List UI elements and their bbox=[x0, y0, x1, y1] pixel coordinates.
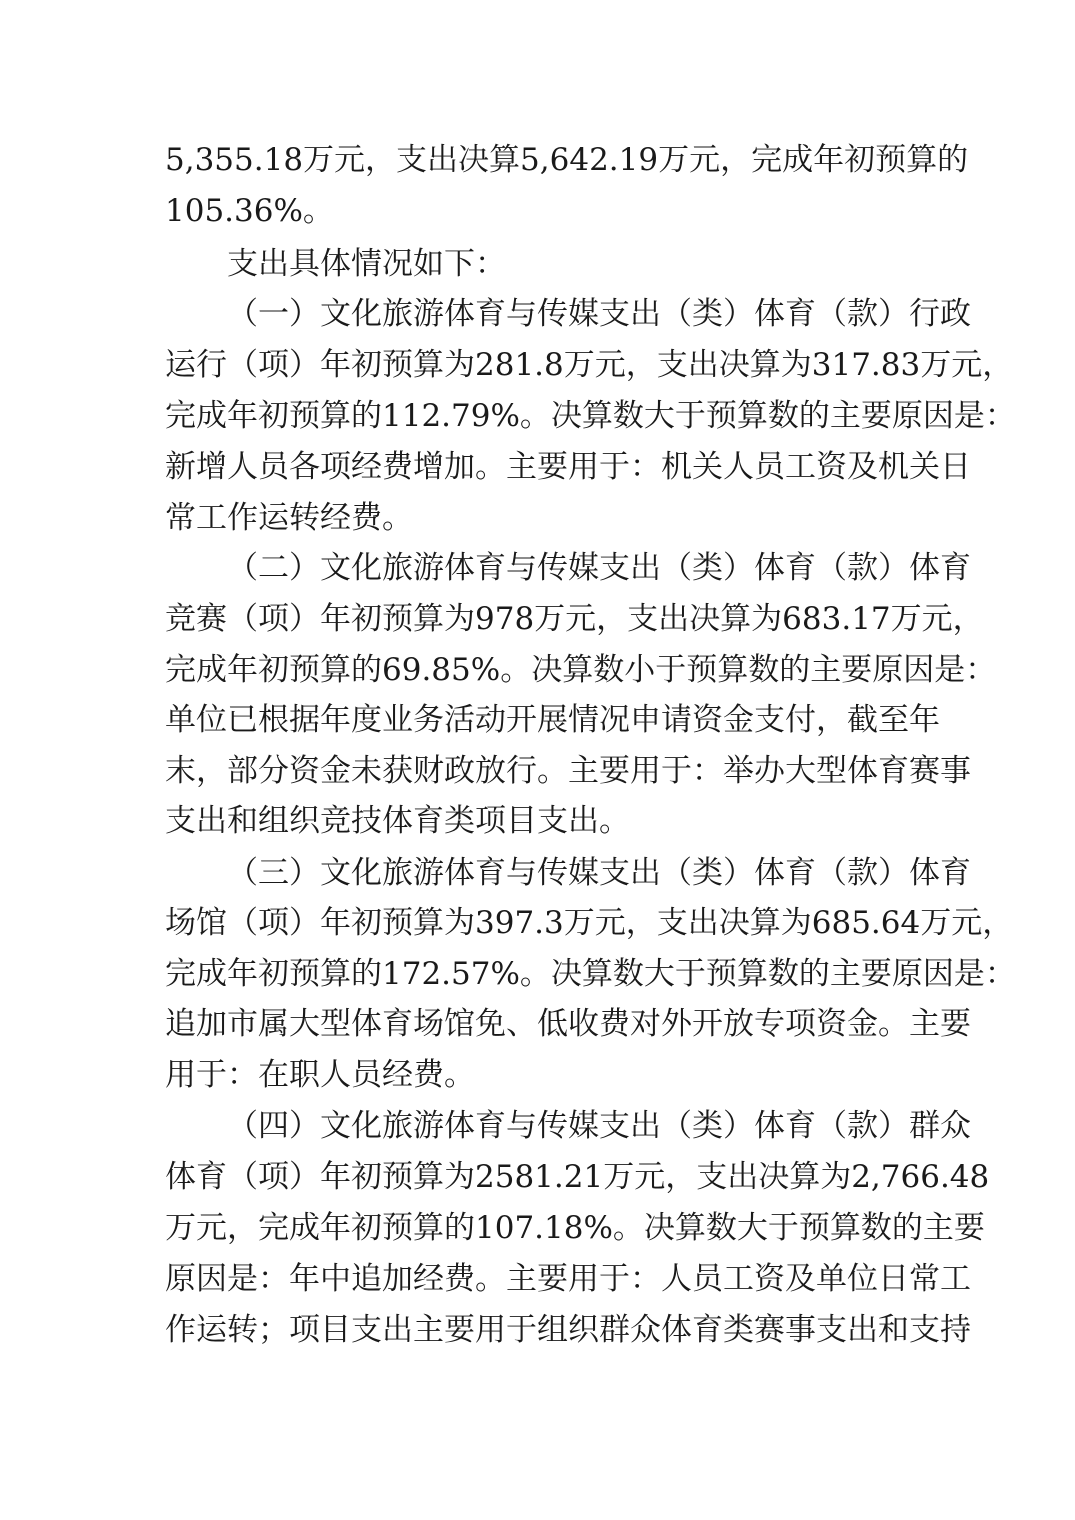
text-line bbox=[0, 390, 1075, 442]
text-line bbox=[0, 1253, 1075, 1305]
text-line-content: 场馆（项）年初预算为397.3万元，支出决算为685.64万元， bbox=[165, 905, 1014, 941]
text-line bbox=[0, 644, 1075, 696]
text-line bbox=[0, 441, 1075, 493]
text-line-content: 竞赛（项）年初预算为978万元，支出决算为683.17万元， bbox=[165, 601, 984, 637]
text-line-content: 完成年初预算的172.57%。决算数大于预算数的主要原因是： bbox=[165, 956, 1016, 992]
text-line bbox=[0, 492, 1075, 544]
text-line bbox=[0, 1202, 1075, 1254]
text-line-content: （一）文化旅游体育与传媒支出（类）体育（款）行政 bbox=[227, 296, 971, 332]
text-line-content: （二）文化旅游体育与传媒支出（类）体育（款）体育 bbox=[227, 550, 971, 586]
text-line-content: 原因是：年中追加经费。主要用于：人员工资及单位日常工 bbox=[165, 1261, 971, 1297]
text-line bbox=[0, 745, 1075, 797]
text-line-content: 常工作运转经费。 bbox=[165, 500, 413, 536]
text-line-content: 新增人员各项经费增加。主要用于：机关人员工资及机关日 bbox=[165, 449, 971, 485]
section-intro-text: 支出具体情况如下： bbox=[227, 246, 506, 282]
item-3-heading bbox=[0, 847, 1075, 899]
text-line bbox=[0, 1304, 1075, 1356]
text-line bbox=[0, 694, 1075, 746]
text-line-content: 万元，完成年初预算的107.18%。决算数大于预算数的主要 bbox=[165, 1210, 985, 1246]
text-line-content: 末，部分资金未获财政放行。主要用于：举办大型体育赛事 bbox=[165, 753, 971, 789]
text-line-content: 运行（项）年初预算为281.8万元，支出决算为317.83万元， bbox=[165, 347, 1014, 383]
section-intro bbox=[0, 238, 1075, 290]
text-line-content: 体育（项）年初预算为2581.21万元，支出决算为2,766.48 bbox=[165, 1159, 990, 1195]
text-line bbox=[0, 593, 1075, 645]
text-line-content: 完成年初预算的69.85%。决算数小于预算数的主要原因是： bbox=[165, 652, 997, 688]
text-line-content: 作运转；项目支出主要用于组织群众体育类赛事支出和支持 bbox=[165, 1312, 971, 1348]
text-line-content: 追加市属大型体育场馆免、低收费对外开放专项资金。主要 bbox=[165, 1006, 971, 1042]
text-line-content: 5,355.18万元，支出决算5,642.19万元，完成年初预算的 bbox=[165, 142, 969, 178]
text-line bbox=[0, 948, 1075, 1000]
text-line-content: 单位已根据年度业务活动开展情况申请资金支付，截至年 bbox=[165, 702, 940, 738]
text-line-content: （四）文化旅游体育与传媒支出（类）体育（款）群众 bbox=[227, 1108, 971, 1144]
item-4-heading bbox=[0, 1100, 1075, 1152]
item-1-heading bbox=[0, 288, 1075, 340]
text-line bbox=[0, 134, 1075, 186]
text-line-content: 支出和组织竞技体育类项目支出。 bbox=[165, 803, 630, 839]
item-2-heading bbox=[0, 542, 1075, 594]
text-line bbox=[0, 1049, 1075, 1101]
text-line bbox=[0, 185, 1075, 237]
text-line bbox=[0, 1151, 1075, 1203]
text-line bbox=[0, 795, 1075, 847]
text-line bbox=[0, 339, 1075, 391]
text-line-content: （三）文化旅游体育与传媒支出（类）体育（款）体育 bbox=[227, 855, 971, 891]
text-line-content: 用于：在职人员经费。 bbox=[165, 1057, 475, 1093]
text-line-content: 完成年初预算的112.79%。决算数大于预算数的主要原因是： bbox=[165, 398, 1016, 434]
text-line bbox=[0, 897, 1075, 949]
text-line bbox=[0, 998, 1075, 1050]
text-line-content: 105.36%。 bbox=[165, 193, 334, 229]
